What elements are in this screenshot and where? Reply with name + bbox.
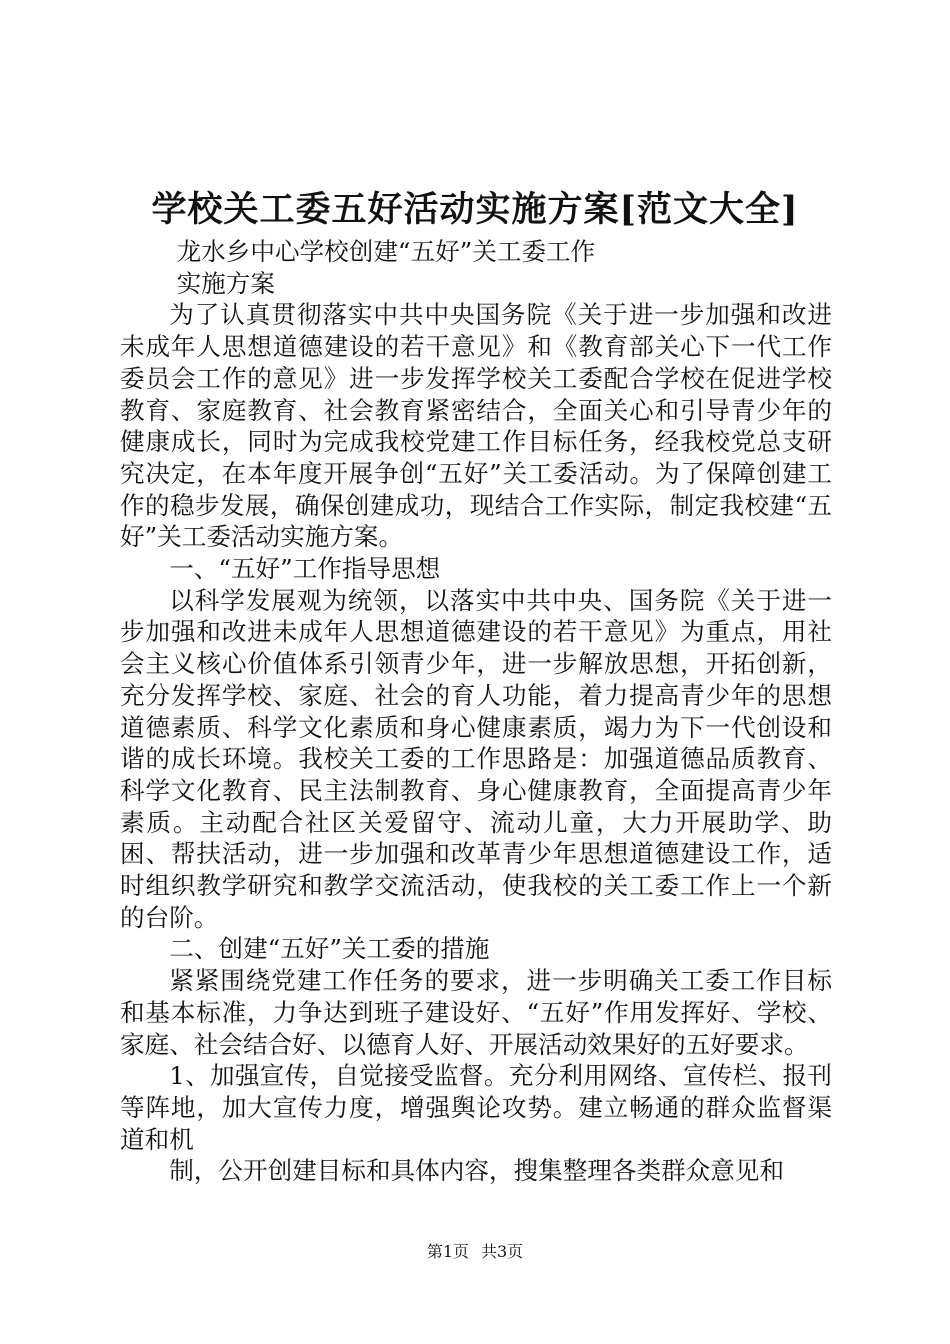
section-heading-2: 二、创建“五好”关工委的措施 xyxy=(169,934,490,964)
page-number: 第1页 xyxy=(426,1242,469,1261)
paragraph-item-1: 1、加强宣传，自觉接受监督。充分利用网络、宣传栏、报刊等阵地，加大宣传力度，增强舆论攻势。建立畅通的群众监督渠道和机 xyxy=(120,1061,832,1154)
paragraph-intro: 为了认真贯彻落实中共中央国务院《关于进一步加强和改进未成年人思想道德建设的若干意见》和《教育部关心下一代工作委员会工作的意见》进一步发挥学校关工委配合学校在促进学校教育、家庭教育、社会教育紧密结合，全面关心和引导青少年的健康成长，同时为完成我校党建工作目标任务，经我校党总支研究决定，在本年度开展争创“五好”关工委活动。为了保障创建工作的稳步发展，确保创建成功，现结合工作实际，制定我校建“五好”关工委活动实施方案。 xyxy=(120,300,832,552)
subtitle-line-2: 实施方案 xyxy=(176,268,275,298)
section-heading-1: 一、“五好”工作指导思想 xyxy=(169,554,441,584)
subtitle-line-1: 龙水乡中心学校创建“五好”关工委工作 xyxy=(176,237,596,266)
paragraph-continuation: 制，公开创建目标和具体内容，搜集整理各类群众意见和 xyxy=(169,1156,785,1186)
document-title: 学校关工委五好活动实施方案[范文大全] xyxy=(151,189,799,230)
paragraph-guiding-thought: 以科学发展观为统领，以落实中共中央、国务院《关于进一步加强和改进未成年人思想道德建设的若干意见》为重点，用社会主义核心价值体系引领青少年，进一步解放思想，开拓创新，充分发挥学校、家庭、社会的育人功能，着力提高青少年的思想道德素质、科学文化素质和身心健康素质，竭力为下一代创设和谐的成长环境。我校关工委的工作思路是：加强道德品质教育、科学文化教育、民主法制教育、身心健康教育，全面提高青少年素质。主动配合社区关爱留守、流动儿童，大力开展助学、助困、帮扶活动，进一步加强和改革青少年思想道德建设工作，适时组织教学研究和教学交流活动，使我校的关工委工作上一个新的台阶。 xyxy=(120,585,832,932)
document-body xyxy=(120,236,832,1187)
paragraph-measures: 紧紧围绕党建工作任务的要求，进一步明确关工委工作目标和基本标准，力争达到班子建设好、“五好”作用发挥好、学校、家庭、社会结合好、以德育人好、开展活动效果好的五好要求。 xyxy=(120,966,832,1059)
page-footer xyxy=(0,1242,950,1262)
page-total: 共3页 xyxy=(481,1242,524,1261)
